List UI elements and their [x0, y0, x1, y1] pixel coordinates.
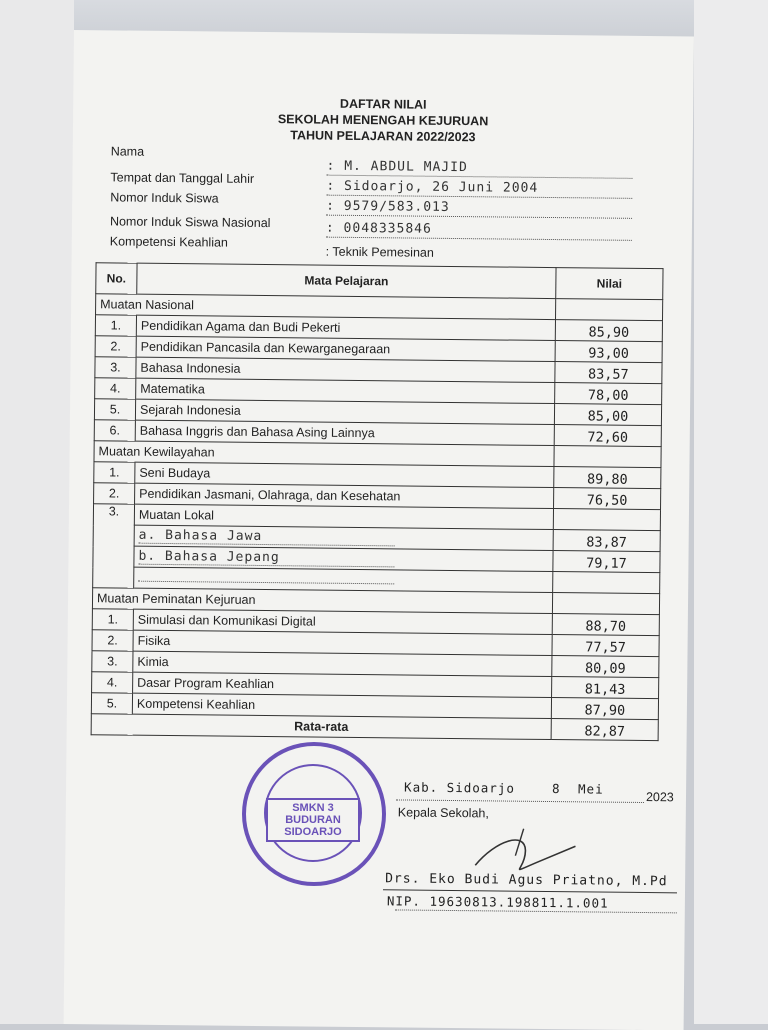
dotted-line	[396, 799, 644, 803]
grade-value: 79,17	[553, 551, 660, 573]
table-row: 2. Pendidikan Pancasila dan Kewarganegaraan 93,00	[95, 336, 662, 363]
value-nama: : M. ABDUL MAJID	[326, 158, 468, 176]
table-row: 6. Bahasa Inggris dan Bahasa Asing Lainnya 72,60	[94, 420, 661, 447]
stamp-school: SMKN 3 BUDURAN	[285, 802, 341, 826]
grade-value: 80,09	[552, 656, 659, 678]
signature-year: 2023	[645, 790, 674, 805]
table-row: 4. Dasar Program Keahlian 81,43	[92, 672, 659, 699]
section-nasional: Muatan Nasional	[96, 294, 556, 320]
label-kompetensi: Kompetensi Keahlian	[109, 234, 228, 250]
muatan-lokal-item: b. Bahasa Jepang	[138, 549, 394, 568]
table-row: 2. Fisika 77,57	[92, 630, 659, 657]
signature-month: Mei	[578, 781, 604, 797]
col-header-mapel: Mata Pelajaran	[137, 263, 556, 298]
label-nis: Nomor Induk Siswa	[110, 190, 219, 206]
name-underline	[383, 889, 677, 893]
signature-name: Drs. Eko Budi Agus Priatno, M.Pd	[385, 871, 668, 890]
col-header-nilai: Nilai	[556, 268, 663, 300]
table-row: 5. Sejarah Indonesia 85,00	[94, 399, 661, 426]
grade-value: 76,50	[554, 488, 661, 510]
table-row: 1. Simulasi dan Komunikasi Digital 88,70	[92, 609, 659, 636]
average-value: 82,87	[551, 719, 658, 741]
label-nama: Nama	[110, 144, 145, 159]
table-row: 4. Matematika 78,00	[95, 378, 662, 405]
header-year: TAHUN PELAJARAN 2022/2023	[290, 128, 476, 145]
dotted-line	[326, 215, 632, 219]
table-row: 3. Kimia 80,09	[92, 651, 659, 678]
grade-value: 77,57	[552, 635, 659, 657]
dotted-line	[395, 909, 677, 913]
section-kewilayahan: Muatan Kewilayahan	[94, 441, 554, 467]
section-peminatan: Muatan Peminatan Kejuruan	[92, 588, 552, 614]
stamp-city: SIDOARJO	[284, 826, 342, 838]
header-school: SEKOLAH MENENGAH KEJURUAN	[277, 112, 489, 129]
header-title: DAFTAR NILAI	[339, 96, 427, 112]
value-nisn: : 0048335846	[325, 220, 432, 237]
value-nis: : 9579/583.013	[326, 198, 450, 215]
grade-value: 72,60	[554, 425, 661, 447]
grade-value: 89,80	[554, 467, 661, 489]
muatan-lokal-blank	[138, 581, 394, 585]
school-stamp	[242, 742, 386, 886]
label-nisn: Nomor Induk Siswa Nasional	[109, 214, 271, 231]
signature-day: 8	[552, 781, 561, 797]
value-kompetensi: : Teknik Pemesinan	[325, 244, 434, 260]
dotted-line	[326, 237, 632, 241]
grade-value: 83,87	[553, 530, 660, 552]
background-right	[694, 0, 768, 1024]
col-header-no: No.	[96, 263, 137, 294]
muatan-lokal-label: Muatan Lokal	[134, 504, 553, 529]
signature-place: Kab. Sidoarjo	[404, 779, 516, 796]
stamp-school-box	[266, 798, 360, 842]
table-row: 1. Pendidikan Agama dan Budi Pekerti 85,90	[95, 315, 662, 342]
value-ttl: : Sidoarjo, 26 Juni 2004	[326, 178, 539, 196]
grade-value: 93,00	[555, 341, 662, 363]
grade-value: 85,90	[555, 320, 662, 342]
table-row: 3. Bahasa Indonesia 83,57	[95, 357, 662, 384]
grades-table	[91, 262, 664, 741]
grade-sheet	[64, 30, 694, 1030]
grade-value: 85,00	[554, 404, 661, 426]
average-label: Rata-rata	[91, 714, 551, 740]
table-row: 5. Kompetensi Keahlian 87,90	[91, 693, 658, 720]
table-row: 2. Pendidikan Jasmani, Olahraga, dan Kesehatan 76,50	[94, 483, 661, 510]
signature-role: Kepala Sekolah,	[397, 805, 489, 821]
grade-value: 87,90	[551, 698, 658, 720]
grade-value: 81,43	[552, 677, 659, 699]
grade-value: 88,70	[552, 614, 659, 636]
table-row: 1. Seni Budaya 89,80	[94, 462, 661, 489]
signature-nip: NIP. 19630813.198811.1.001	[386, 893, 609, 911]
background-left	[0, 0, 74, 1024]
grade-value: 78,00	[555, 383, 662, 405]
label-ttl: Tempat dan Tanggal Lahir	[110, 170, 255, 186]
table-row: 3. Muatan Lokal	[93, 504, 660, 531]
muatan-lokal-item: a. Bahasa Jawa	[139, 528, 395, 547]
grade-value: 83,57	[555, 362, 662, 384]
